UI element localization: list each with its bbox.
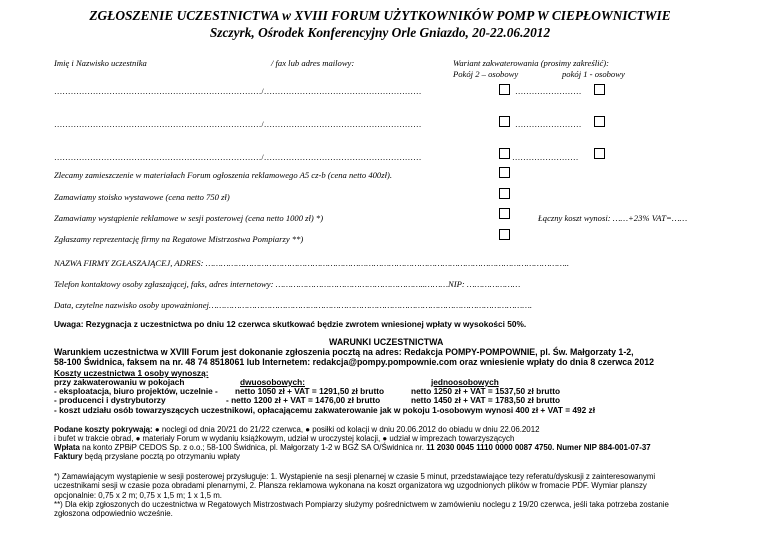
name-column-label: Imię i Nazwisko uczestnika [54,58,147,68]
room-2-label: Pokój 2 – osobowy [453,69,519,79]
cancellation-warning: Uwaga: Rezygnacja z uczestnictwa po dniu 12 czerwca skutkować będzie zwrotem wniesionej wpłaty w wysokości 50%. [54,319,527,329]
participant-row-3-room1-checkbox[interactable] [594,148,605,159]
participant-row-2-room2-checkbox[interactable] [499,116,510,127]
participant-row-3-room2-checkbox[interactable] [499,148,510,159]
contact-phone-line[interactable]: Telefon kontaktowy osoby zgłaszającej, faks, adres internetowy: …………………………………………………..………NIP: ………………… [54,279,521,289]
participant-row-3-line[interactable]: …………………………………………………………………/………………………………………………… [54,153,422,162]
total-cost-line[interactable]: Łączny koszt wynosi: ……+23% VAT=…… [538,213,688,223]
option-regatta-checkbox[interactable] [499,229,510,240]
footnote-1-line-2: uczestnikami sesji w czasie poza obradami plenarnymi, 2. Plansza reklamowa wykonana na koszt organizatora wg uzgodnionych plików w fromacie PDF. Wymiar planszy [54,481,647,490]
single-room-label: jednoosobowych [431,377,499,387]
company-address-line[interactable]: NAZWA FIRMY ZGŁASZAJĄCEJ, ADRES: …………………………………………………………………………………………………………………………….. [54,258,570,268]
option-stand-checkbox[interactable] [499,188,510,199]
price-row-1-double: netto 1050 zł + VAT = 1291,50 zł brutto [235,386,385,396]
conditions-line-1: Warunkiem uczestnictwa w XVIII Forum jest dokonanie zgłoszenia pocztą na adres: Redakcja POMPY-POMPOWNIE, pl. Św. Małgorzaty 1-2, [54,347,634,357]
participant-row-2-room-dots: …………………… [515,120,582,129]
payment-label: Wpłata [54,443,80,452]
price-row-1-label: - eksploatacja, biuro projektów, uczelnie - [54,386,218,396]
signature-date-line[interactable]: Data, czytelne nazwisko osoby upoważnionej………………………………………………………………………………………………………………. [54,300,532,310]
participant-row-1-room2-checkbox[interactable] [499,84,510,95]
companion-cost: - koszt udziału osób towarzyszących uczestnikowi, opłacającemu zakwaterowanie jak w pokoju 1-osobowym wynosi 400 zł + VAT = 492 zł [54,405,595,415]
participant-row-2-line[interactable]: …………………………………………………………………/………………………………………………… [54,120,422,129]
coverage-line-1 [54,425,539,434]
bank-account: 11 2030 0045 1110 0000 0087 4750. Numer NIP 884-001-07-37 [426,443,651,452]
invoice-line [54,452,240,461]
conditions-line-2: 58-100 Świdnica, faksem na nr. 48 74 8518061 lub Internetem: redakcja@pompy.pompownie.com oraz wniesienie wpłaty do dnia 8 czerwca 2012 [54,357,654,367]
double-room-label: dwuosobowych: [240,377,305,387]
option-advert-label: Zlecamy zamieszczenie w materiałach Forum ogłoszenia reklamowego A5 cz-b (cena netto 400zł). [54,170,392,180]
invoice-text: będą przysłane pocztą po otrzymaniu wpłaty [82,452,240,461]
participant-row-2-room1-checkbox[interactable] [594,116,605,127]
price-row-2-double: - netto 1200 zł + VAT = 1476,00 zł brutto [226,395,381,405]
footnote-1-line-3: opcjonalnie: 0,75 x 2 m; 0,75 x 1,5 m; 1 x 1,5 m. [54,491,222,500]
coverage-line-2: i bufet w trakcie obrad, ● materiały Forum w wydaniu książkowym, udział w uroczystej kolacji, ● udział w imprezach towarzyszących [54,434,515,443]
hotel-label: przy zakwaterowaniu w pokojach [54,377,185,387]
payment-line [54,443,651,452]
participant-row-1-room1-checkbox[interactable] [594,84,605,95]
form-subtitle: Szczyrk, Ośrodek Konferencyjny Orle Gniazdo, 20-22.06.2012 [209,25,551,40]
room-1-label: pokój 1 - osobowy [562,69,625,79]
option-stand-label: Zamawiamy stoisko wystawowe (cena netto 750 zł) [54,192,230,202]
participant-row-1-line[interactable]: …………………………………………………………………/………………………………………………… [54,87,422,96]
cost-heading: Koszty uczestnictwa 1 osoby wynoszą: [54,368,209,378]
coverage-label: Podane koszty pokrywają: [54,425,153,434]
variant-column-label: Wariant zakwaterowania (prosimy zakreślić): [453,58,610,68]
conditions-heading: WARUNKI UCZESTNICTWA [329,337,444,347]
price-row-2-label: - producenci i dystrybutorzy [54,395,166,405]
price-row-1-single: netto 1250 zł + VAT = 1537,50 zł brutto [411,386,561,396]
option-regatta-label: Zgłaszamy reprezentację firmy na Regatowe Mistrzostwa Pompiarzy **) [54,234,304,244]
option-advert-checkbox[interactable] [499,167,510,178]
payment-text: na konto ZPBiP CEDOS Sp. z o.o.; 58-100 Świdnica, pl. Małgorzaty 1-2 w BGŻ SA O/Świdnica nr. [79,443,427,452]
fax-column-label: / fax lub adres mailowy: [271,58,355,68]
footnote-2-line-2: zgłoszona odpowiednio wcześnie. [54,509,173,518]
form-title: ZGŁOSZENIE UCZESTNICTWA w XVIII FORUM UŻYTKOWNIKÓW POMP W CIEPŁOWNICTWIE [89,8,671,23]
coverage-text-1: ● noclegi od dnia 20/21 do 21/22 czerwca, ● posiłki od kolacji w dniu 20.06.2012 do obiadu w dniu 22.06.2012 [152,425,540,434]
footnote-2-line-1: **) Dla ekip zgłoszonych do uczestnictwa w Regatowych Mistrzostwach Pompiarzy służymy pośrednictwem w zamówieniu noclegu z 19/20 czerwca, jeśli taka potrzeba zostanie [54,500,669,509]
invoice-label: Faktury [54,452,83,461]
footnote-1-line-1: *) Zamawiającym wystąpienie w sesji posterowej przysługuje: 1. Wystąpienie na sesji plenarnej w czasie 5 minut, przedstawiające tezy referatu/dyskusji z zainteresowanymi [54,472,656,481]
option-poster-checkbox[interactable] [499,208,510,219]
option-poster-label: Zamawiamy wystąpienie reklamowe w sesji posterowej (cena netto 1000 zł) *) [54,213,324,223]
price-row-2-single: netto 1450 zł + VAT = 1783,50 zł brutto [411,395,561,405]
participant-row-3-room-dots: …………………… [512,153,579,162]
participant-row-1-room-dots: …………………… [515,87,582,96]
